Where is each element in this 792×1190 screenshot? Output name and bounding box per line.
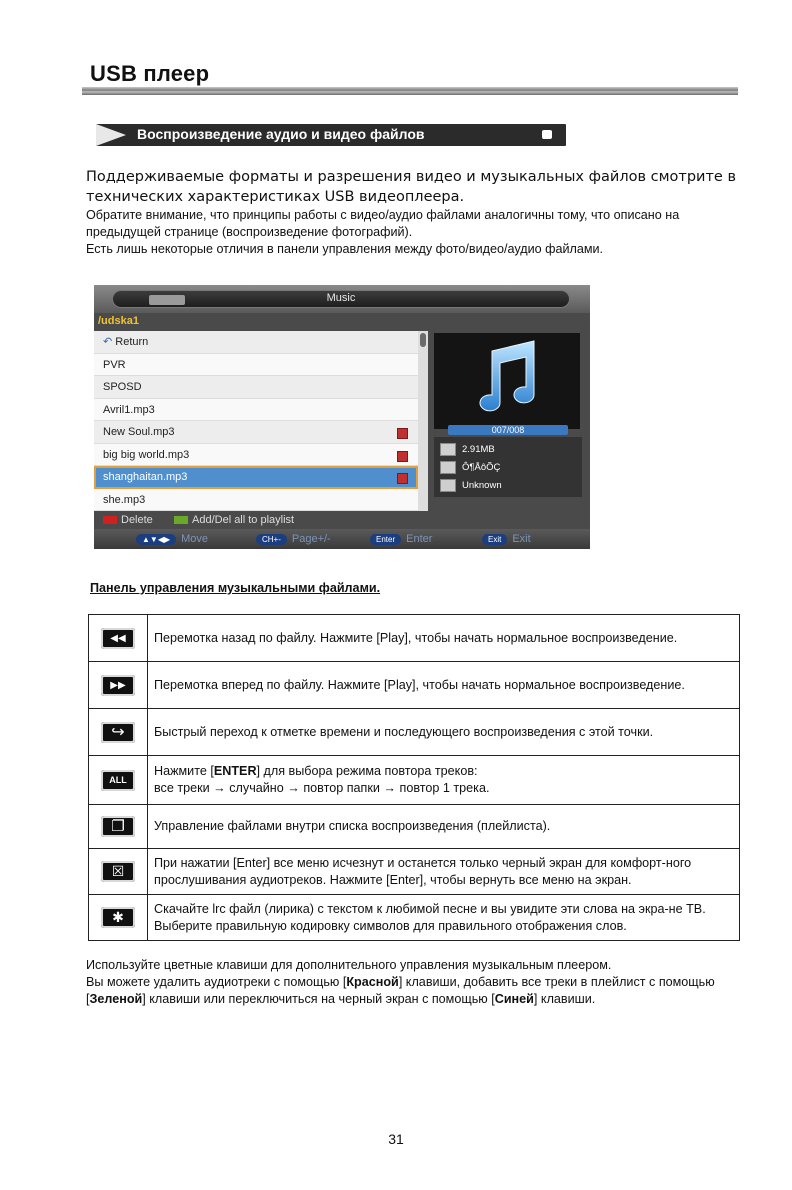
list-item[interactable] [94, 376, 418, 399]
arrow-icon [96, 124, 126, 146]
goto-time-icon: ↪ [101, 722, 135, 743]
repeat-all-icon: ALL [101, 770, 135, 791]
list-item[interactable] [94, 354, 418, 377]
table-row [89, 709, 740, 756]
tv-key-hints [94, 529, 590, 549]
control-panel-heading: Панель управления музыкальными файлами. [90, 581, 381, 595]
tv-path: /udska1 [98, 315, 139, 327]
file-size-icon [440, 443, 456, 456]
check-icon[interactable] [397, 451, 408, 462]
check-icon[interactable] [397, 473, 408, 484]
intro-notes [86, 207, 746, 258]
page-number: 31 [388, 1131, 404, 1147]
list-item[interactable] [94, 421, 418, 444]
tv-topbar [94, 285, 590, 313]
table-cell: Нажмите [ENTER] для выбора режима повтора треков: все треки → случайно → повтор папки → повтор 1 трека. [148, 756, 740, 805]
table-cell: При нажатии [Enter] все меню исчезнут и останется только черный экран для комфорт-ного прослушивания аудиотреков. Нажмите [Enter], чтобы вернуть все меню на экран. [148, 849, 740, 895]
list-item[interactable] [94, 444, 418, 467]
page-title: USB плеер [90, 61, 210, 86]
list-item-label: Return [115, 336, 149, 348]
list-item-label: Avril1.mp3 [103, 403, 155, 416]
fast-forward-icon: ▶▶ [101, 675, 135, 696]
table-cell: Перемотка назад по файлу. Нажмите [Play], чтобы начать нормальное воспроизведение. [148, 615, 740, 662]
intro-note-2: Есть лишь некоторые отличия в панели управления между фото/видео/аудио файлами. [86, 242, 604, 256]
tv-scrollbar[interactable] [418, 331, 428, 511]
header-rule [82, 87, 738, 95]
list-item[interactable] [94, 466, 418, 489]
list-item-label: PVR [103, 358, 126, 371]
hint-move: ▲▼◀▶ Move [136, 533, 208, 545]
tv-title: Music [326, 292, 356, 304]
intro-note-1: Обратите внимание, что принципы работы с видео/аудио файлами аналогичны тому, что описано на предыдущей странице (воспроизведение фотографий). [86, 208, 680, 239]
table-row [89, 895, 740, 941]
table-row [89, 615, 740, 662]
list-item[interactable] [94, 331, 418, 354]
music-browser-screenshot [94, 285, 590, 549]
red-key-icon [103, 516, 117, 524]
list-item-label: shanghaitan.mp3 [103, 471, 188, 483]
legend-delete: Delete [103, 514, 153, 526]
section-title: Воспроизведение аудио и видео файлов [137, 126, 425, 142]
hint-enter: Enter Enter [370, 533, 432, 545]
tv-title-bar [112, 290, 570, 308]
tv-file-list [94, 331, 418, 511]
tv-info-size: 2.91MB [440, 443, 495, 456]
list-item[interactable] [94, 399, 418, 422]
table-row [89, 756, 740, 805]
arrows-key-icon: ▲▼◀▶ [136, 534, 176, 545]
album-icon [440, 479, 456, 492]
return-icon: ↶ [103, 336, 116, 348]
list-item-label: big big world.mp3 [103, 448, 190, 461]
table-cell: Скачайте lrc файл (лирика) с текстом к любимой песне и вы увидите эти слова на экра-не ТВ. Выберите правильную кодировку символов для правильного отображения слов. [148, 895, 740, 941]
tv-info-artist: Ô¶ÅôÕÇ [440, 461, 500, 474]
green-key-icon [174, 516, 188, 524]
table-row [89, 849, 740, 895]
list-item-label: SPOSD [103, 381, 142, 393]
music-note-icon [434, 333, 580, 429]
lyrics-icon: ✱ [101, 907, 135, 928]
tv-info-album: Unknown [440, 479, 502, 492]
square-icon [542, 130, 552, 139]
legend-add-all: Add/Del all to playlist [174, 514, 294, 526]
color-keys-paragraph: Используйте цветные клавиши для дополнительного управления музыкальным плеером. Вы можете удалить аудиотреки с помощью [Красной] клавиши, добавить все треки в плейлист с помощью [Зеленой] клавиши или переключиться на черный экран с помощью [Синей] клавиши. [86, 958, 715, 1006]
list-item-label: New Soul.mp3 [103, 426, 175, 438]
control-table [88, 614, 740, 941]
blackscreen-icon: ☒ [101, 861, 135, 882]
rewind-icon: ◀◀ [101, 628, 135, 649]
check-icon[interactable] [397, 428, 408, 439]
tv-scroll-thumb[interactable] [420, 333, 426, 347]
list-item[interactable] [94, 489, 418, 512]
tv-track-counter: 007/008 [448, 425, 568, 435]
intro-paragraph: Поддерживаемые форматы и разрешения видео и музыкальных файлов смотрите в технических характеристиках USB видеоплеера. [86, 169, 736, 205]
playlist-icon: ❐ [101, 816, 135, 837]
list-item-label: she.mp3 [103, 493, 146, 506]
table-cell: Перемотка вперед по файлу. Нажмите [Play], чтобы начать нормальное воспроизведение. [148, 662, 740, 709]
tv-color-legend [94, 511, 590, 529]
artist-icon [440, 461, 456, 474]
hint-page: CH+- Page+/- [256, 533, 331, 545]
tv-track-info [434, 437, 582, 497]
table-row [89, 662, 740, 709]
table-cell: Управление файлами внутри списка воспроизведения (плейлиста). [148, 805, 740, 849]
table-cell: Быстрый переход к отметке времени и последующего воспроизведения с этой точки. [148, 709, 740, 756]
hint-exit: Exit Exit [482, 533, 531, 545]
table-row [89, 805, 740, 849]
